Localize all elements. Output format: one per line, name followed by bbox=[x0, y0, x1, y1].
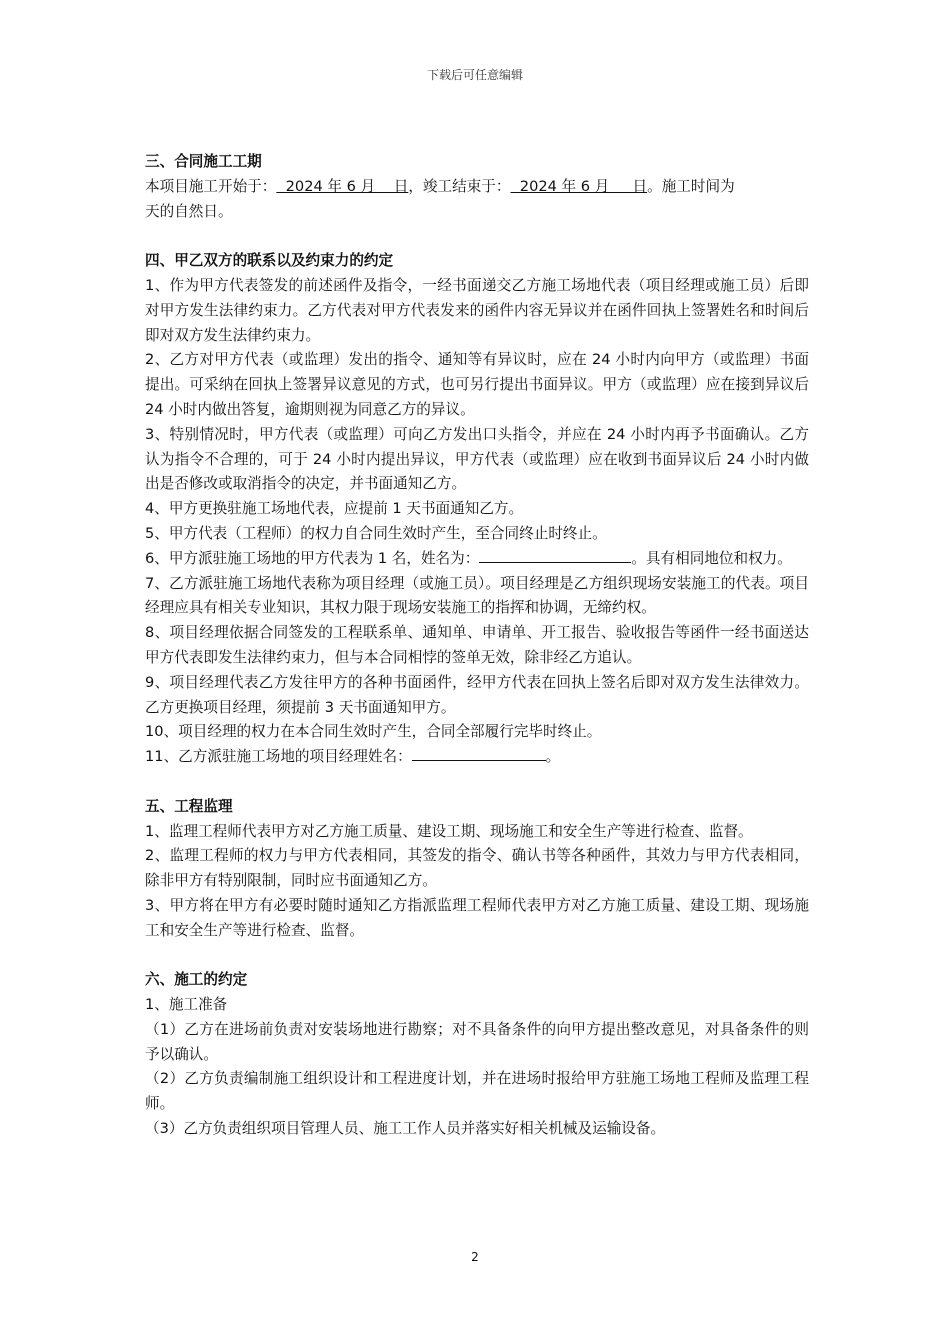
schedule-mid: ，竣工结束于： bbox=[408, 177, 511, 195]
section-4-item-7: 7、乙方派驻施工场地代表称为项目经理（或施工员）。项目经理是乙方组织现场安装施工的代表。项目经理应具有相关专业知识，其权力限于现场安装施工的指挥和协调，无缔约权。 bbox=[145, 574, 809, 617]
section-4-item-1: 1、作为甲方代表签发的前述函件及指令，一经书面递交乙方施工场地代表（项目经理或施工员）后即对甲方发生法律约束力。乙方代表对甲方代表发来的函件内容无异议并在函件回执上签署姓名和时间后即对双方发生法律约束力。 bbox=[145, 276, 809, 344]
section-4-item-9: 9、项目经理代表乙方发往甲方的各种书面函件，经甲方代表在回执上签名后即对双方发生法律效力。乙方更换项目经理，须提前 3 天书面通知甲方。 bbox=[145, 673, 809, 716]
section-4-item-8: 8、项目经理依据合同签发的工程联系单、通知单、申请单、开工报告、验收报告等函件一经书面送达甲方代表即发生法律约束力，但与本合同相悖的签单无效，除非经乙方追认。 bbox=[145, 624, 809, 666]
document-body bbox=[145, 150, 809, 1142]
section-4-item-4: 4、甲方更换驻施工场地代表，应提前 1 天书面通知乙方。 bbox=[145, 500, 524, 518]
section-5-item-1: 1、监理工程师代表甲方对乙方施工质量、建设工期、现场施工和安全生产等进行检查、监督。 bbox=[145, 822, 753, 840]
item-6-suffix: 。具有相同地位和权力。 bbox=[631, 549, 792, 567]
section-4-title: 四、甲乙双方的联系以及约束力的约定 bbox=[145, 252, 394, 270]
section-6-item-3: （3）乙方负责组织项目管理人员、施工工作人员并落实好相关机械及运输设备。 bbox=[145, 1120, 666, 1138]
section-4-item-10: 10、项目经理的权力在本合同生效时产生，合同全部履行完毕时终止。 bbox=[145, 723, 602, 741]
item-11-prefix: 11、乙方派驻施工场地的项目经理姓名： bbox=[145, 748, 412, 766]
page-header: 下载后可任意编辑 bbox=[426, 68, 523, 82]
item-11-suffix: 。 bbox=[545, 748, 561, 766]
schedule-line bbox=[145, 175, 809, 200]
section-4-item-2: 2、乙方对甲方代表（或监理）发出的指令、通知等有异议时，应在 24 小时内向甲方（或监理）书面提出。可采纳在回执上签署异议意见的方式，也可另行提出书面异议。甲方（或监理）应在接到异议后 24 小时内做出答复，逾期则视为同意乙方的异议。 bbox=[145, 351, 809, 418]
section-6-item-1: （1）乙方在进场前负责对安装场地进行勘察；对不具备条件的向甲方提出整改意见，对具备条件的则予以确认。 bbox=[145, 1020, 809, 1063]
page-number: 2 bbox=[471, 1250, 479, 1264]
schedule-prefix: 本项目施工开始于： bbox=[145, 177, 277, 195]
section-5-item-2: 2、监理工程师的权力与甲方代表相同，其签发的指令、确认书等各种函件，其效力与甲方代表相同，除非甲方有特别限制，同时应书面通知乙方。 bbox=[145, 847, 809, 890]
section-5-item-3: 3、甲方将在甲方有必要时随时通知乙方指派监理工程师代表甲方对乙方施工质量、建设工期、现场施工和安全生产等进行检查、监督。 bbox=[145, 896, 809, 939]
manager-name-blank bbox=[412, 745, 546, 761]
section-3-title: 三、合同施工工期 bbox=[145, 153, 262, 170]
start-date-field: 2024 年 6 月 日 bbox=[276, 177, 409, 195]
section-4-item-11 bbox=[145, 745, 809, 770]
representative-name-blank bbox=[479, 547, 631, 563]
section-4-item-3: 3、特别情况时，甲方代表（或监理）可向乙方发出口头指令，并应在 24 小时内再予书面确认。乙方认为指令不合理的，可于 24 小时内提出异议，甲方代表（或监理）应在收到书面异议后 24 小时内做出是否修改或取消指令的决定，并书面通知乙方。 bbox=[145, 425, 809, 493]
section-6-subtitle: 1、施工准备 bbox=[145, 996, 228, 1014]
end-date-field: 2024 年 6 月 日 bbox=[510, 177, 648, 195]
item-6-prefix: 6、甲方派驻施工场地的甲方代表为 1 名，姓名为： bbox=[145, 549, 480, 567]
schedule-suffix: 。施工时间为 bbox=[647, 177, 735, 195]
schedule-line-2: 天的自然日。 bbox=[145, 202, 233, 220]
section-6-item-2: （2）乙方负责编制施工组织设计和工程进度计划，并在进场时报给甲方驻施工场地工程师及监理工程师。 bbox=[145, 1070, 809, 1113]
section-5-title: 五、工程监理 bbox=[145, 797, 233, 815]
section-6-title: 六、施工的约定 bbox=[145, 971, 248, 989]
section-4-item-5: 5、甲方代表（工程师）的权力自合同生效时产生，至合同终止时终止。 bbox=[145, 524, 607, 542]
section-4-item-6 bbox=[145, 547, 809, 572]
